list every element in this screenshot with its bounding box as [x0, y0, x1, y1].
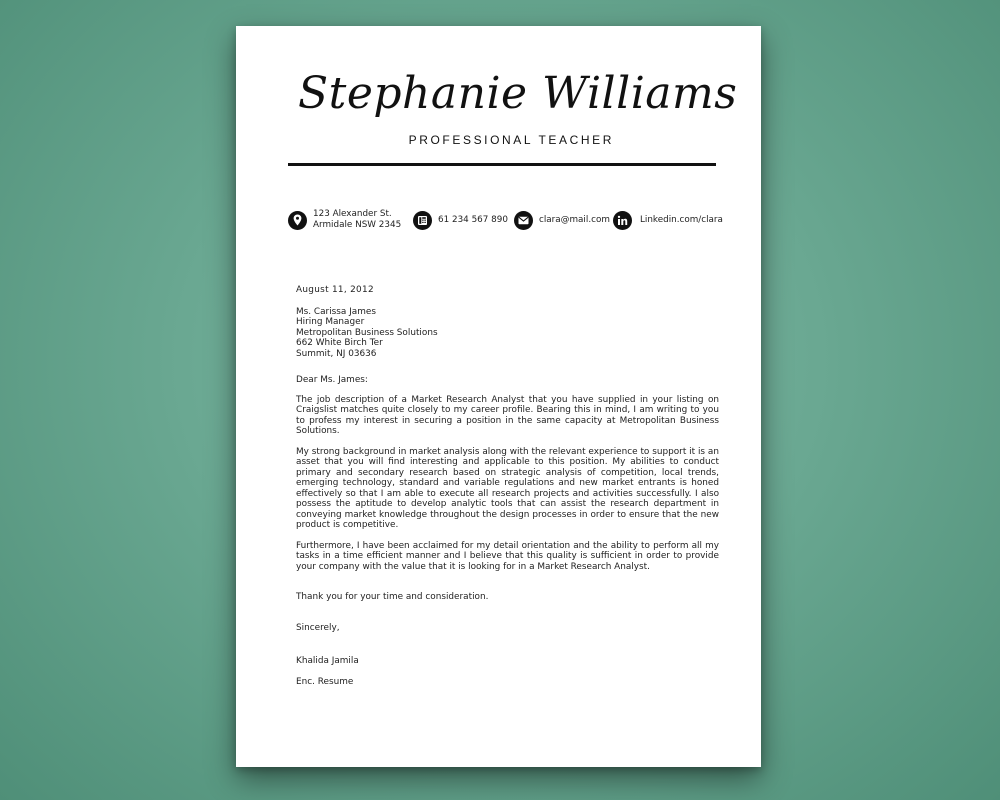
signer-name: Khalida Jamila — [296, 656, 359, 666]
contact-address — [288, 207, 401, 233]
phone-number: 61 234 567 890 — [438, 214, 508, 225]
contact-linkedin — [613, 207, 723, 233]
address-line-2: Armidale NSW 2345 — [313, 220, 402, 230]
paragraph-2: My strong background in market analysis along with the relevant experience to support it is an asset that you will find interesting and applicable to this position. My abilities to conduct primary and secondary research based on strategic analysis of competition, local trends, emerging technology, standard and variable regulations and new market entrants is honed effectively so that I am able to execute all research projects and activities successfully. I also possess the aptitude to develop analytic tools that can assist the research department in conveying market knowledge throughout the design processes in order to ensure that the new product is competitive. — [296, 446, 719, 530]
letter-date: August 11, 2012 — [296, 285, 374, 295]
recipient-name: Ms. Carissa James — [296, 306, 376, 317]
contact-phone — [413, 207, 508, 233]
recipient-block — [296, 307, 719, 360]
linkedin-icon — [613, 211, 632, 230]
paragraph-3: Furthermore, I have been acclaimed for my detail orientation and the ability to perform all my tasks in a time efficient manner and I believe that this quality is sufficient in order to provide your company with the value that it is looking for in a Market Research Analyst. — [296, 540, 719, 572]
sign-off: Sincerely, — [296, 622, 340, 633]
closing-thanks: Thank you for your time and consideration. — [296, 592, 489, 602]
recipient-city: Summit, NJ 03636 — [296, 348, 377, 359]
letter-body — [296, 285, 719, 687]
header-divider — [288, 163, 716, 166]
enclosure-note: Enc. Resume — [296, 676, 354, 687]
email-address[interactable]: clara@mail.com — [539, 214, 610, 225]
linkedin-url[interactable]: Linkedin.com/clara — [640, 214, 723, 225]
applicant-name: Stephanie Williams — [298, 68, 738, 119]
salutation: Dear Ms. James: — [296, 375, 368, 385]
recipient-company: Metropolitan Business Solutions — [296, 327, 438, 338]
phone-icon — [413, 211, 432, 230]
location-pin-icon — [288, 211, 307, 230]
recipient-street: 662 White Birch Ter — [296, 338, 383, 348]
applicant-title: PROFESSIONAL TEACHER — [408, 133, 614, 147]
recipient-role: Hiring Manager — [296, 317, 365, 327]
paragraph-1: The job description of a Market Research Analyst that you have supplied in your listing on Craigslist matches quite closely to my career profile. Bearing this in mind, I am writing to you to profess my interest in securing a position in the same capacity at Metropolitan Business Solutions. — [296, 394, 719, 436]
email-icon — [514, 211, 533, 230]
address-line-1: 123 Alexander St. — [313, 209, 392, 219]
contact-email — [514, 207, 610, 233]
cover-letter-page — [236, 26, 761, 767]
